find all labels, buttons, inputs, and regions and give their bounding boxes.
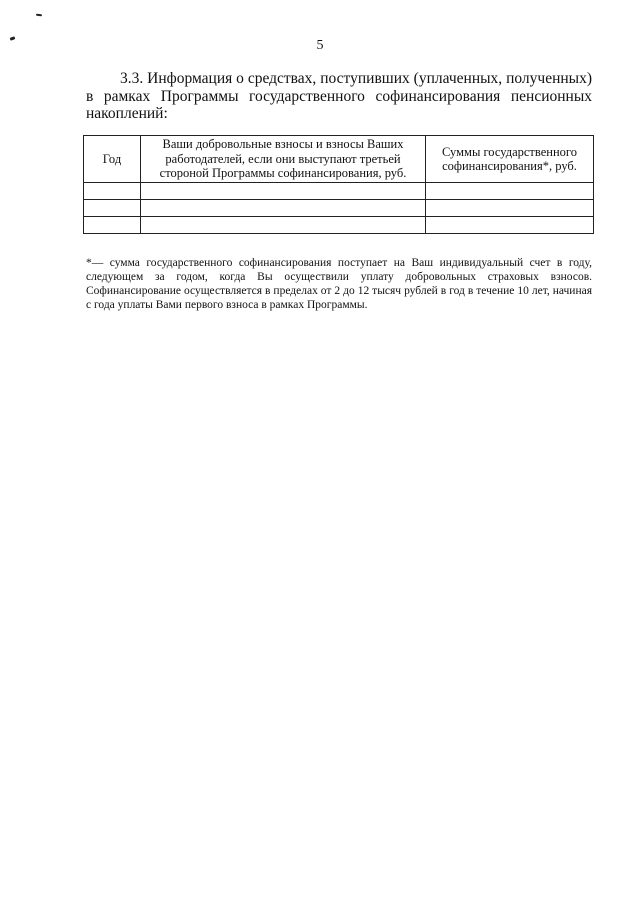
scan-mark: [36, 14, 42, 17]
header-state-cofinancing: Суммы государственного софинансирования*, руб.: [426, 136, 594, 183]
table-cell-contributions: [141, 217, 426, 234]
section-heading: 3.3. Информация о средствах, поступивших (уплаченных, полученных) в рамках Программы государственного софинансирования пенсионных накоплений:: [86, 70, 592, 122]
table-cell-cofinancing: [426, 217, 594, 234]
header-year: Год: [84, 136, 141, 183]
table-row: [84, 200, 594, 217]
table-cell-year: [84, 183, 141, 200]
page-number: 5: [316, 38, 324, 53]
table-row: [84, 183, 594, 200]
table-cell-contributions: [141, 200, 426, 217]
table-row: [84, 217, 594, 234]
table-cell-year: [84, 217, 141, 234]
footnote: *— сумма государственного софинансирования поступает на Ваш индивидуальный счет в году, следующем за годом, когда Вы осуществили уплату добровольных страховых взносов. Софинансирование осуществляется в пределах от 2 до 12 тысяч рублей в год в течение 10 лет, начиная с года уплаты Вами первого взноса в рамках Программы.: [86, 257, 592, 311]
table-cell-contributions: [141, 183, 426, 200]
table-cell-cofinancing: [426, 200, 594, 217]
funds-table: [83, 135, 594, 234]
header-voluntary-contributions: Ваши добровольные взносы и взносы Ваших работодателей, если они выступают третьей стороной Программы софинансирования, руб.: [141, 136, 426, 183]
table-cell-cofinancing: [426, 183, 594, 200]
table-header-row: [84, 136, 594, 183]
table-cell-year: [84, 200, 141, 217]
